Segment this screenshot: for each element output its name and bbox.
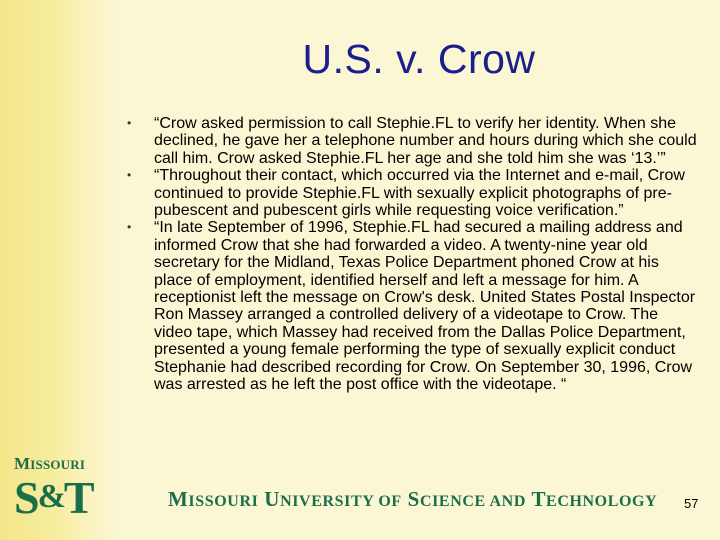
bullet-icon: • bbox=[127, 220, 132, 235]
bullet-item bbox=[122, 115, 697, 167]
bullet-list bbox=[122, 115, 697, 394]
logo-initials: S&T bbox=[14, 472, 93, 523]
logo-wordmark: MISSOURI bbox=[14, 454, 86, 473]
bullet-text: “Throughout their contact, which occurred via the Internet and e-mail, Crow continued to provide Stephie.FL with sexually explicit photographs of pre-pubescent and pubescent girls while requesting voice verification.” bbox=[154, 167, 685, 220]
page-number: 57 bbox=[684, 496, 699, 511]
bullet-icon: • bbox=[127, 168, 132, 183]
bullet-item bbox=[122, 219, 697, 393]
bullet-item bbox=[122, 167, 697, 219]
university-wordmark: MISSOURI UNIVERSITY OF SCIENCE AND TECHNOLOGY bbox=[168, 487, 658, 511]
bullet-icon: • bbox=[127, 116, 132, 130]
bullet-text: “Crow asked permission to call Stephie.FL to verify her identity. When she declined, he gave her a telephone number and hours during which she could call him. Crow asked Stephie.FL her age and she told him she was ‘13.’” bbox=[154, 115, 697, 167]
slide-title: U.S. v. Crow bbox=[302, 36, 536, 82]
missouri-st-logo bbox=[14, 455, 106, 521]
bullet-text: “In late September of 1996, Stephie.FL had secured a mailing address and informed Crow that she had forwarded a video. A twenty-nine year old secretary for the Midland, Texas Police Department phoned Crow at his place of employment, identified herself and left a message for him. A receptionist left the message on Crow's desk. United States Postal Inspector Ron Massey arranged a controlled delivery of a videotape to Crow. The video tape, which Massey had received from the Dallas Police Department, presented a young female performing the type of sexually explicit conduct Stephanie had described recording for Crow. On September 30, 1996, Crow was arrested as he left the post office with the videotape. “ bbox=[154, 219, 696, 394]
